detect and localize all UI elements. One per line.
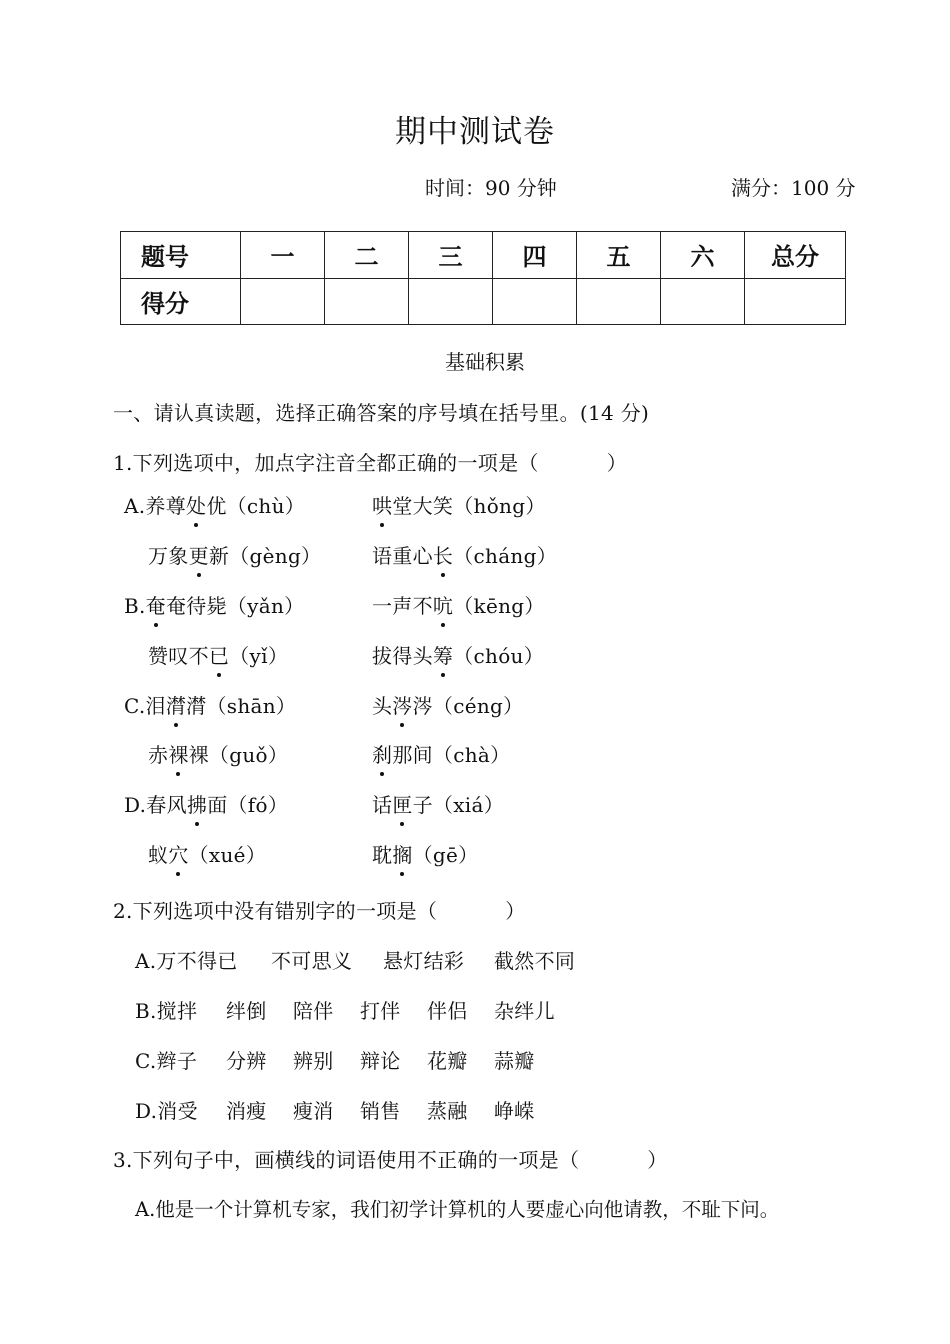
q1-option-d-item-3: [148, 839, 266, 868]
option-text: 堂大笑（hǒng）: [392, 494, 546, 518]
dotted-char: 已: [209, 640, 229, 669]
dotted-char: 筹: [433, 640, 453, 669]
question-stem-end: ）: [505, 899, 526, 923]
dotted-char: 哄: [372, 490, 392, 519]
q2-option-c-word: C.辫子: [135, 1049, 198, 1073]
q1-option-d-item-2: [372, 789, 504, 818]
dotted-char: 匣: [392, 789, 412, 818]
q2-option-d-word: D.消受: [135, 1099, 198, 1123]
option-text: 一声不: [372, 594, 433, 618]
option-text: （cháng）: [453, 544, 558, 568]
option-text: 万象: [148, 544, 189, 568]
q1-option-c-item-1: [124, 690, 296, 719]
dotted-char: 长: [433, 540, 453, 569]
score-blank-cell[interactable]: [241, 278, 325, 325]
score-table-cell: 五: [577, 232, 661, 279]
q1-option-b-item-4: [372, 640, 544, 669]
q2-option-c-word: 辨别: [293, 1049, 334, 1073]
q3-option-a: A.他是一个计算机专家，我们初学计算机的人要虚心向他请教，不耻下问。: [135, 1198, 780, 1221]
q2-option-d-word: 销售: [360, 1099, 401, 1123]
q1-option-c-item-3: [148, 739, 288, 768]
dotted-char: 吭: [433, 590, 453, 619]
q2-option-a-word: A.万不得已: [135, 949, 238, 973]
score-table-cell: 三: [409, 232, 493, 279]
option-text: （yǐ）: [229, 644, 289, 668]
q1-option-d-item-1: [124, 789, 288, 818]
score-table-cell: 总分: [745, 232, 846, 279]
question-1-stem: [113, 447, 627, 476]
dotted-char: 涔: [392, 690, 412, 719]
option-text: 赞叹不: [148, 644, 209, 668]
part1-heading: 一、请认真读题，选择正确答案的序号填在括号里。(14 分): [113, 401, 650, 425]
q1-option-a-item-1: [124, 490, 305, 519]
option-text: 裸（guǒ）: [188, 743, 289, 767]
q1-option-a-item-2: [372, 490, 546, 519]
score-blank-cell[interactable]: [577, 278, 661, 325]
dotted-char: 拂: [187, 789, 207, 818]
score-table: [120, 231, 846, 325]
option-text: 子（xiá）: [412, 793, 505, 817]
q1-option-d-item-4: [372, 839, 478, 868]
q2-option-d-word: 蒸融: [427, 1099, 468, 1123]
q2-option-b-word: 伴侣: [427, 999, 468, 1023]
question-3-stem: [113, 1144, 668, 1173]
dotted-char: 潸: [166, 690, 186, 719]
option-text: B.: [124, 594, 146, 618]
q1-option-b-item-3: [148, 640, 288, 669]
option-text: 头: [372, 694, 393, 718]
dotted-char: 奄: [146, 590, 166, 619]
dotted-char: 处: [186, 490, 206, 519]
score-blank-cell[interactable]: [493, 278, 577, 325]
option-text: 潸（shān）: [186, 694, 297, 718]
score-table-cell: 二: [325, 232, 409, 279]
q2-option-d-word: 峥嵘: [494, 1099, 535, 1123]
question-stem-text: 1.下列选项中，加点字注音全都正确的一项是（: [113, 451, 539, 475]
q2-option-d-word: 瘦消: [293, 1099, 334, 1123]
dotted-char: 穴: [168, 839, 188, 868]
q2-option-b-word: 绊倒: [226, 999, 267, 1023]
score-table-header-row: [121, 232, 846, 279]
option-text: 蚁: [148, 843, 169, 867]
score-table-cell: 得分: [121, 278, 241, 325]
option-text: D.春风: [124, 793, 187, 817]
option-text: 耽: [372, 843, 393, 867]
option-text: C.泪: [124, 694, 166, 718]
score-blank-cell[interactable]: [661, 278, 745, 325]
option-text: 语重心: [372, 544, 433, 568]
dotted-char: 裸: [168, 739, 188, 768]
q2-option-a-word: 悬灯结彩: [383, 949, 465, 973]
q2-option-a-word: 不可思义: [271, 949, 353, 973]
option-text: 那间（chà）: [392, 743, 511, 767]
q2-option-d-word: 消瘦: [226, 1099, 267, 1123]
page-title: 期中测试卷: [395, 114, 555, 150]
q2-option-b-word: 杂绊儿: [494, 999, 555, 1023]
q2-option-b-word: 打伴: [360, 999, 401, 1023]
score-blank-cell[interactable]: [745, 278, 846, 325]
q2-option-c-word: 花瓣: [427, 1049, 468, 1073]
score-table-cell: 六: [661, 232, 745, 279]
q1-option-c-item-4: [372, 739, 510, 768]
full-score: 满分：100 分: [731, 176, 856, 200]
q1-option-c-item-2: [372, 690, 523, 719]
score-table-score-row: [121, 278, 846, 325]
option-text: 赤: [148, 743, 169, 767]
q1-option-b-item-2: [372, 590, 545, 619]
question-stem-end: ）: [647, 1148, 668, 1172]
option-text: 优（chù）: [206, 494, 306, 518]
exam-time: 时间：90 分钟: [425, 176, 557, 200]
q2-option-c-word: 辩论: [360, 1049, 401, 1073]
question-stem-text: 3.下列句子中，画横线的词语使用不正确的一项是（: [113, 1148, 580, 1172]
question-2-stem: [113, 895, 526, 924]
dotted-char: 搁: [392, 839, 412, 868]
option-text: （chóu）: [453, 644, 545, 668]
option-text: （kēng）: [453, 594, 545, 618]
dotted-char: 更: [189, 540, 209, 569]
option-text: 拔得头: [372, 644, 433, 668]
score-blank-cell[interactable]: [325, 278, 409, 325]
question-stem-end: ）: [606, 451, 627, 475]
score-table-cell: 一: [241, 232, 325, 279]
q1-option-a-item-3: [148, 540, 321, 569]
q2-option-a-word: 截然不同: [494, 949, 576, 973]
score-table-cell: 四: [493, 232, 577, 279]
option-text: A.养尊: [124, 494, 187, 518]
option-text: 涔（céng）: [412, 694, 524, 718]
option-text: 新（gèng）: [208, 544, 322, 568]
q2-option-b-word: B.搅拌: [135, 999, 198, 1023]
option-text: 奄待毙（yǎn）: [165, 594, 305, 618]
question-stem-text: 2.下列选项中没有错别字的一项是（: [113, 899, 438, 923]
score-blank-cell[interactable]: [409, 278, 493, 325]
q2-option-c-word: 分辨: [226, 1049, 267, 1073]
q1-option-b-item-1: [124, 590, 304, 619]
dotted-char: 刹: [372, 739, 392, 768]
q2-option-b-word: 陪伴: [293, 999, 334, 1023]
section-title: 基础积累: [445, 350, 525, 374]
q2-option-c-word: 蒜瓣: [494, 1049, 535, 1073]
option-text: （xué）: [188, 843, 267, 867]
q1-option-a-item-4: [372, 540, 557, 569]
option-text: （gē）: [412, 843, 479, 867]
option-text: 面（fó）: [207, 793, 289, 817]
score-table-cell: 题号: [121, 232, 241, 279]
option-text: 话: [372, 793, 393, 817]
